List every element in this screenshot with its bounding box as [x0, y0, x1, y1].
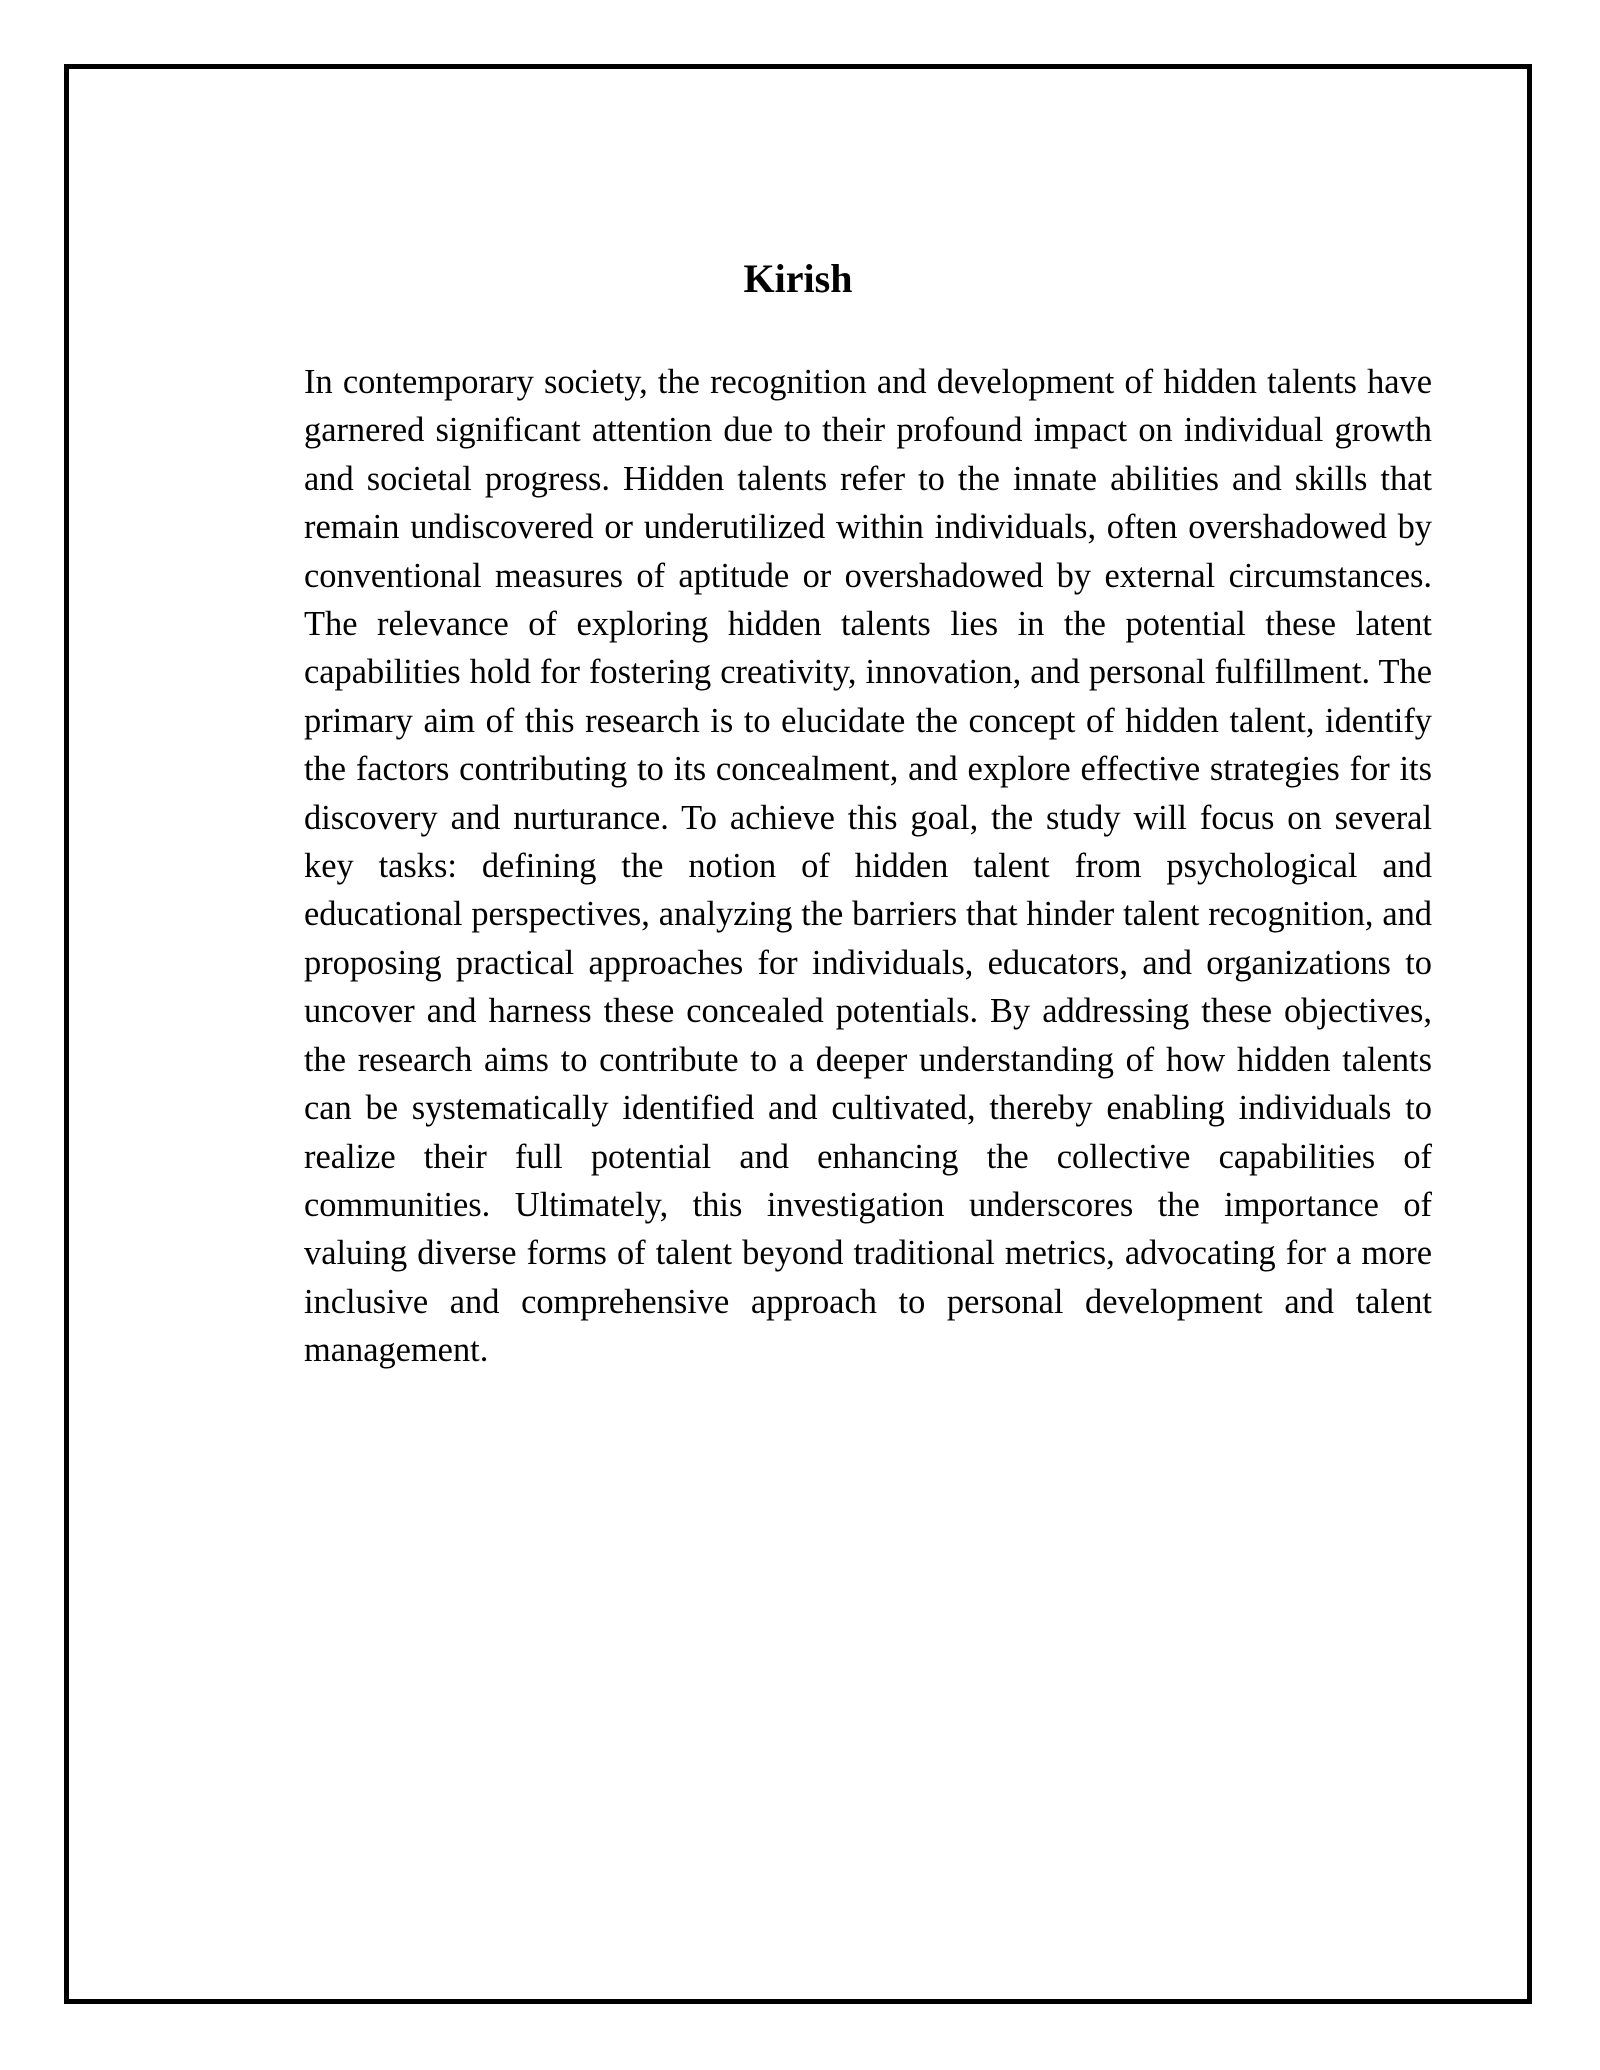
body-paragraph: In contemporary society, the recognition and development of hidden talents have garnered significant attention due to their profound impact on individual growth and societal progress. Hidden talents refer to the innate abilities and skills that remain undiscovered or underutilized within individuals, often overshadowed by conventional measures of aptitude or overshadowed by external circumstances. The relevance of exploring hidden talents lies in the potential these latent capabilities hold for fostering creativity, innovation, and personal fulfillment. The primary aim of this research is to elucidate the concept of hidden talent, identify the factors contributing to its concealment, and explore effective strategies for its discovery and nurturance. To achieve this goal, the study will focus on several key tasks: defining the notion of hidden talent from psychological and educational perspectives, analyzing the barriers that hinder talent recognition, and proposing practical approaches for individuals, educators, and organizations to uncover and harness these concealed potentials. By addressing these objectives, the research aims to contribute to a deeper understanding of how hidden talents can be systematically identified and cultivated, thereby enabling individuals to realize their full potential and enhancing the collective capabilities of communities. Ultimately, this investigation underscores the importance of valuing diverse forms of talent beyond traditional metrics, advocating for a more inclusive and comprehensive approach to personal development and talent management. [304, 363, 1432, 1370]
page-title: Kirish [743, 256, 853, 301]
page-border-frame [64, 64, 1532, 2004]
